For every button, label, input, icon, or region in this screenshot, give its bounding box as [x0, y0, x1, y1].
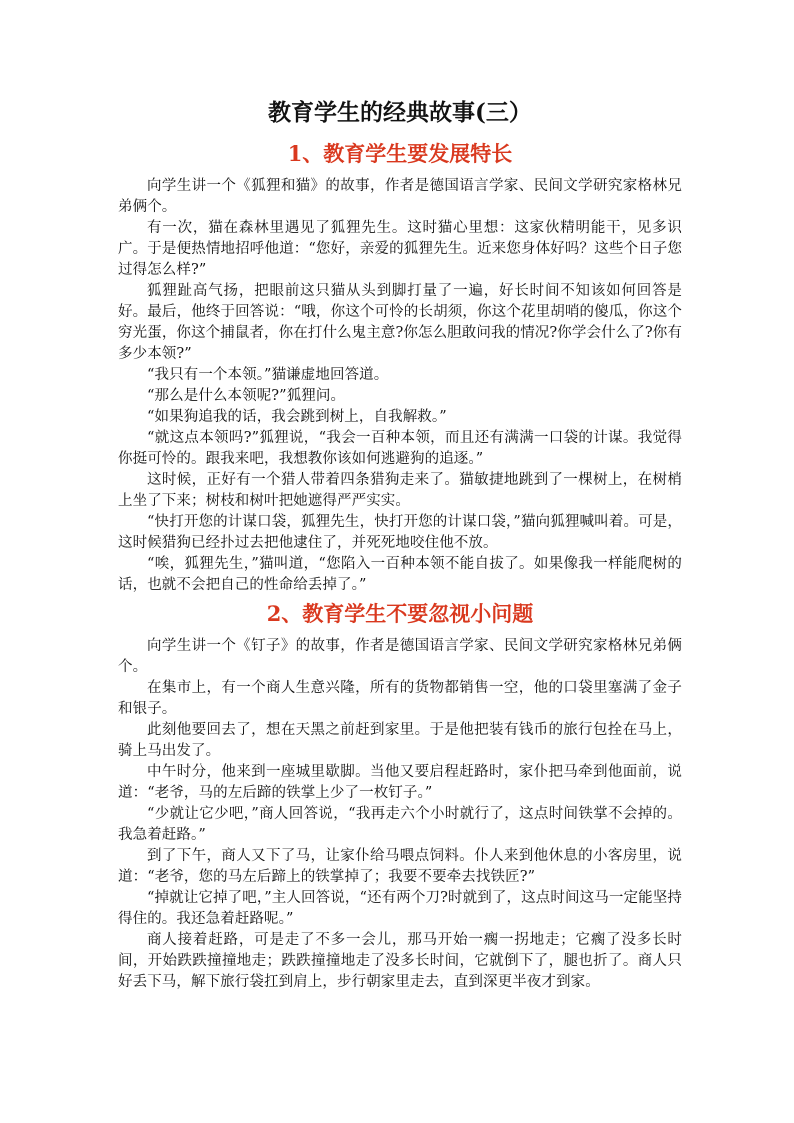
- paragraph: 向学生讲一个《钉子》的故事，作者是德国语言学家、民间文学研究家格林兄弟俩个。: [118, 638, 682, 675]
- paragraph: 此刻他要回去了，想在天黑之前赶到家里。于是他把装有钱币的旅行包拴在马上，骑上马出发了。: [118, 722, 682, 759]
- paragraph: “唉，狐狸先生，”猫叫道，“您陷入一百种本领不能自拔了。如果像我一样能爬树的话，也就不会把自己的性命给丢掉了。”: [118, 556, 682, 593]
- paragraph: 商人接着赶路，可是走了不多一会儿，那马开始一瘸一拐地走；它瘸了没多长时间，开始跌跌撞撞地走；跌跌撞撞地走了没多长时间，它就倒下了，腿也折了。商人只好丢下马，解下旅行袋扛到肩上，步行朝家里走去，直到深更半夜才到家。: [118, 932, 682, 990]
- paragraph: 在集市上，有一个商人生意兴隆，所有的货物都销售一空，他的口袋里塞满了金子和银子。: [118, 680, 682, 717]
- paragraph: “快打开您的计谋口袋，狐狸先生，快打开您的计谋口袋，”猫向狐狸喊叫着。可是，这时候猎狗已经扑过去把他逮住了，并死死地咬住他不放。: [118, 514, 682, 551]
- paragraph: 狐狸趾高气扬，把眼前这只猫从头到脚打量了一遍，好长时间不知该如何回答是好。最后，他终于回答说：“哦，你这个可怜的长胡须，你这个花里胡哨的傻瓜，你这个穷光蛋，你这个捕鼠者，你在打什么鬼主意?你怎么胆敢问我的情况?你学会什么了?你有多少本领?”: [118, 283, 682, 362]
- document-title: 教育学生的经典故事(三）: [268, 99, 532, 126]
- paragraph: “就这点本领吗?”狐狸说，“我会一百种本领，而且还有满满一口袋的计谋。我觉得你挺可怜的。跟我来吧，我想教你该如何逃避狗的追逐。”: [118, 430, 682, 467]
- paragraph: “那么是什么本领呢?”狐狸问。: [147, 388, 346, 404]
- paragraph: “如果狗追我的话，我会跳到树上，自我解救。”: [147, 409, 447, 425]
- document-page: [118, 96, 682, 993]
- paragraph: 这时候，正好有一个猎人带着四条猎狗走来了。猫敏捷地跳到了一棵树上，在树梢上坐了下来；树枝和树叶把她遮得严严实实。: [118, 472, 682, 509]
- paragraph: 有一次，猫在森林里遇见了狐狸先生。这时猫心里想：这家伙精明能干，见多识广。于是便热情地招呼他道：“您好，亲爱的狐狸先生。近来您身体好吗？这些个日子您过得怎么样?”: [118, 220, 682, 278]
- paragraph: “少就让它少吧，”商人回答说，“我再走六个小时就行了，这点时间铁掌不会掉的。我急着赶路。”: [118, 806, 682, 843]
- paragraph: 中午时分，他来到一座城里歇脚。当他又要启程赶路时，家仆把马牵到他面前，说道：“老爷，马的左后蹄的铁掌上少了一枚钉子。”: [118, 764, 682, 801]
- paragraph: 向学生讲一个《狐狸和猫》的故事，作者是德国语言学家、民间文学研究家格林兄弟俩个。: [118, 178, 682, 215]
- section-2-heading: 2、教育学生不要忽视小问题: [266, 601, 534, 626]
- section-1-heading: 1、教育学生要发展特长: [287, 141, 513, 166]
- paragraph: “掉就让它掉了吧，”主人回答说，“还有两个刀?时就到了，这点时间这马一定能坚持得住的。我还急着赶路呢。”: [118, 890, 682, 927]
- paragraph: “我只有一个本领。”猫谦虚地回答道。: [147, 367, 389, 383]
- paragraph: 到了下午，商人又下了马，让家仆给马喂点饲料。仆人来到他休息的小客房里，说道：“老爷，您的马左后蹄上的铁掌掉了；我要不要牵去找铁匠?”: [118, 848, 682, 885]
